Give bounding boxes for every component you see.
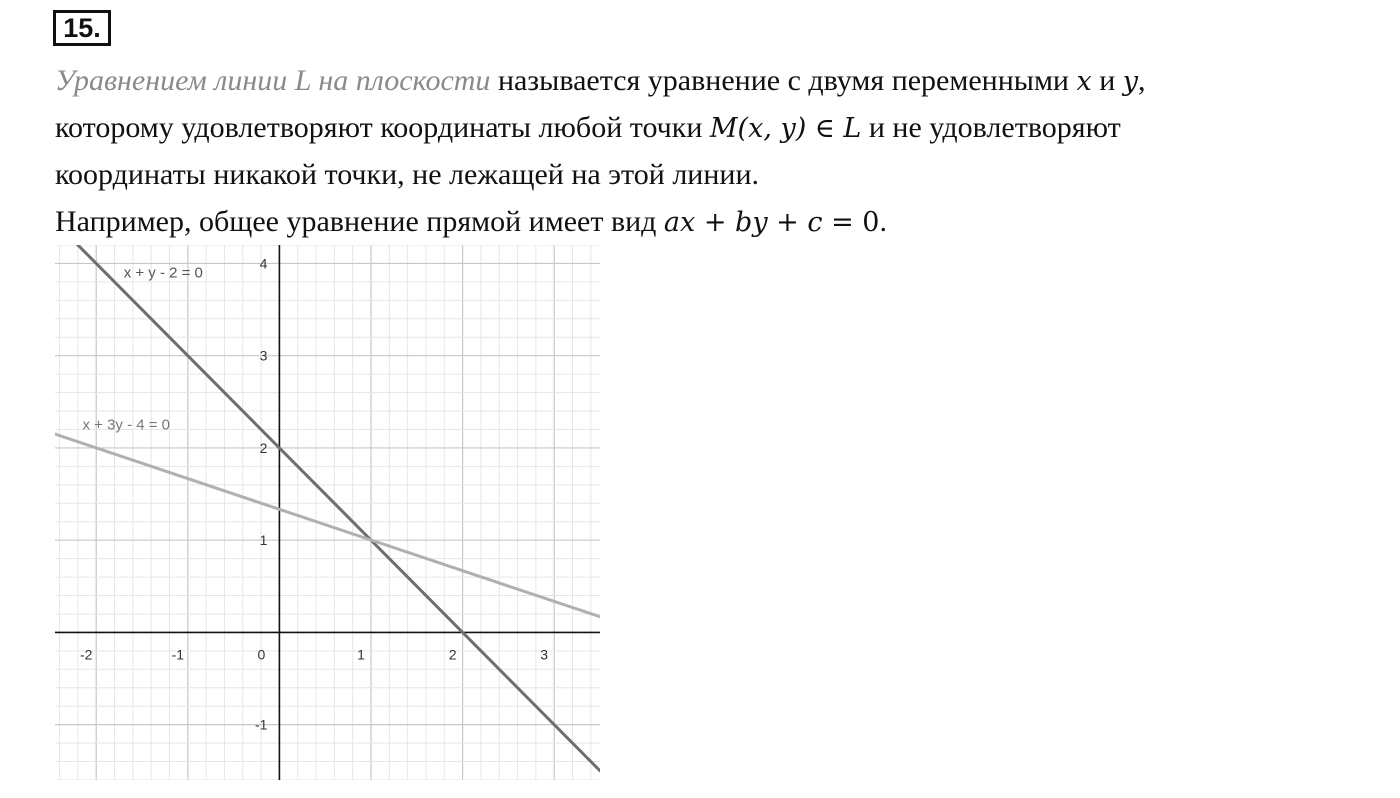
x-tick-label: -1: [171, 646, 185, 663]
y-tick-label: 1: [259, 532, 268, 549]
series-line-2: [55, 434, 600, 617]
variable-y: y: [1122, 66, 1139, 97]
conjunction-and: и: [1091, 64, 1123, 97]
point-expression: M(x, y): [709, 113, 807, 144]
y-tick-label: 3: [259, 347, 268, 364]
y-tick-label: -1: [254, 716, 268, 733]
x-tick-label: 2: [448, 646, 457, 663]
definition-text-3: координаты никакой точки, не лежащей на этой линии.: [55, 158, 760, 191]
equation-label-2: x + 3y - 4 = 0: [82, 416, 171, 434]
y-tick-label: 2: [259, 439, 268, 456]
x-tick-label: 0: [257, 646, 266, 663]
example-text: Например, общее уравнение прямой имеет вид: [55, 205, 664, 238]
definition-text-2: которому удовлетворяют координаты любой точки: [55, 111, 710, 144]
defined-term: Уравнением линии L на плоскости: [55, 64, 491, 97]
equation-label-1: x + y - 2 = 0: [123, 264, 203, 282]
series-line-1: [55, 245, 600, 771]
x-tick-label: 1: [357, 646, 365, 663]
problem-text: [55, 57, 1375, 245]
coordinate-graph: [55, 245, 600, 780]
x-tick-label: 3: [540, 646, 549, 663]
comma: ,: [1138, 64, 1146, 97]
definition-line-3: [55, 151, 1375, 198]
line-set-L: L: [843, 113, 862, 144]
grid-lines: [55, 245, 600, 780]
y-tick-label: 4: [259, 255, 268, 272]
example-period: .: [879, 205, 887, 238]
element-of-symbol: ∈: [806, 113, 844, 144]
general-equation-lhs: ax + by + c: [663, 207, 823, 238]
general-equation-rhs: = 0: [822, 207, 880, 238]
definition-text-1: называется уравнение с двумя переменными: [490, 64, 1077, 97]
definition-line-2: [55, 104, 1375, 151]
variable-x: x: [1076, 66, 1092, 97]
definition-text-2-end: и не удовлетворяют: [861, 111, 1121, 144]
x-tick-label: -2: [79, 646, 93, 663]
example-line: [55, 198, 1375, 245]
definition-line-1: [55, 57, 1375, 104]
problem-number: 15.: [53, 10, 111, 46]
